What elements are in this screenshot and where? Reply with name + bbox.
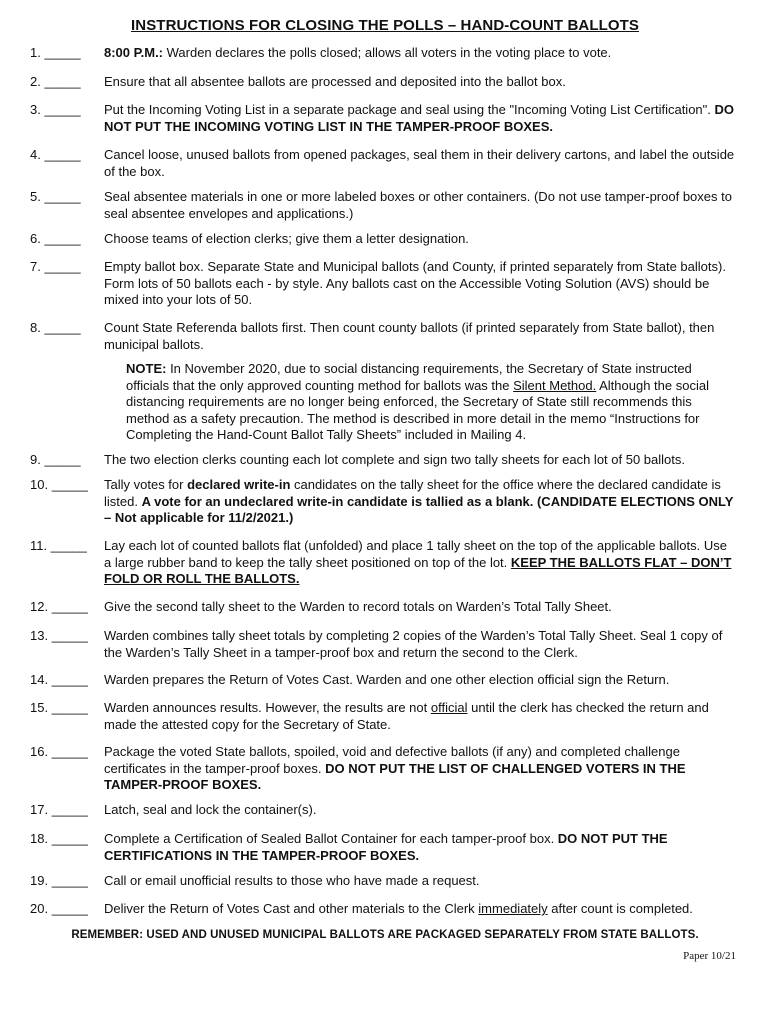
item-number: 17. _____ (30, 802, 88, 817)
instruction-item-16 (30, 744, 735, 794)
item-number: 18. _____ (30, 831, 88, 846)
item-text: Cancel loose, unused ballots from opened packages, seal them in their delivery cartons, and label the outside of the box. (104, 147, 735, 179)
instruction-item-13 (30, 628, 735, 661)
instruction-item-6 (30, 231, 735, 248)
item-number: 1. _____ (30, 45, 81, 60)
instruction-item-11 (30, 538, 735, 588)
instruction-item-1 (30, 45, 735, 62)
footer-version: Paper 10/21 (683, 950, 736, 962)
item-text: Complete a Certification of Sealed Ballot Container for each tamper-proof box. DO NOT PUT THE CERTIFICATIONS IN THE TAMPER-PROOF BOXES. (104, 831, 668, 863)
item-number: 2. _____ (30, 74, 81, 89)
instruction-item-18 (30, 831, 735, 864)
remember-notice: REMEMBER: USED AND UNUSED MUNICIPAL BALLOTS ARE PACKAGED SEPARATELY FROM STATE BALLOTS. (71, 929, 699, 941)
item-text: 8:00 P.M.: Warden declares the polls closed; allows all voters in the voting place to vote. (104, 45, 612, 60)
instruction-item-2 (30, 74, 735, 91)
instruction-item-20 (30, 901, 735, 918)
item-number: 19. _____ (30, 873, 88, 888)
item-number: 7. _____ (30, 259, 81, 274)
item-number: 20. _____ (30, 901, 88, 916)
item-number: 10. _____ (30, 477, 88, 492)
item-text: The two election clerks counting each lot complete and sign two tally sheets for each lot of 50 ballots. (104, 452, 685, 467)
item-text: Count State Referenda ballots first. Then count county ballots (if printed separately from State ballot), then municipal ballots. (104, 320, 715, 352)
item-text: Latch, seal and lock the container(s). (104, 802, 317, 817)
item-text: Give the second tally sheet to the Warden to record totals on Warden’s Total Tally Sheet. (104, 599, 612, 614)
item-text: Seal absentee materials in one or more labeled boxes or other containers. (Do not use tamper-proof boxes to seal absentee envelopes and applications.) (104, 189, 732, 221)
item-text: Warden announces results. However, the results are not official until the clerk has checked the return and made the attested copy for the Secretary of State. (104, 700, 709, 732)
item-text: Package the voted State ballots, spoiled, void and defective ballots (if any) and completed challenge certificates in the tamper-proof boxes. DO NOT PUT THE LIST OF CHALLENGED VOTERS IN THE TAMPER-PROOF BOXES. (104, 744, 686, 792)
instruction-item-5 (30, 189, 735, 222)
item-text: Choose teams of election clerks; give them a letter designation. (104, 231, 469, 246)
item-text: Ensure that all absentee ballots are processed and deposited into the ballot box. (104, 74, 566, 89)
note-paragraph: NOTE: In November 2020, due to social distancing requirements, the Secretary of State instructed officials that the only approved counting method for ballots was the Silent Method. Although the social distancing requirements are no longer being enforced, the Secretary of State still recommends this method as a safety precaution. The method is described in more detail in the memo “Instructions for Completing the Hand-Count Ballot Tally Sheets” included in Mailing 4. (126, 361, 709, 442)
item-number: 12. _____ (30, 599, 88, 614)
item-text: Empty ballot box. Separate State and Municipal ballots (and County, if printed separately from State ballots). Form lots of 50 ballots each - by style. Any ballots cast on the Accessible Voting Solution (AVS) should be mixed into your lots of 50. (104, 259, 726, 307)
item-number: 11. _____ (30, 538, 87, 553)
instruction-item-9 (30, 452, 735, 469)
instruction-item-15 (30, 700, 735, 733)
instruction-item-19 (30, 873, 735, 890)
instruction-item-14 (30, 672, 735, 689)
item-text: Deliver the Return of Votes Cast and other materials to the Clerk immediately after count is completed. (104, 901, 693, 916)
item-text: Warden combines tally sheet totals by completing 2 copies of the Warden’s Total Tally Sheet. Seal 1 copy of the Warden’s Tally Sheet in a tamper-proof box and return the second to the Clerk. (104, 628, 723, 660)
page-title: INSTRUCTIONS FOR CLOSING THE POLLS – HAND-COUNT BALLOTS (131, 17, 639, 34)
item-text: Lay each lot of counted ballots flat (unfolded) and place 1 tally sheet on the top of the applicable ballots. Use a large rubber band to keep the tally sheet positioned on top of the lot. KEEP THE BALLOTS FLAT – DON’T FOLD OR ROLL THE BALLOTS. (104, 538, 732, 586)
instruction-item-3 (30, 102, 735, 135)
item-number: 6. _____ (30, 231, 81, 246)
item-number: 4. _____ (30, 147, 81, 162)
item-text: Tally votes for declared write-in candidates on the tally sheet for the office where the declared candidate is listed. A vote for an undeclared write-in candidate is tallied as a blank. (CANDIDATE ELECTIONS ONLY – Not applicable for 11/2/2021.) (104, 477, 734, 525)
item-text: Put the Incoming Voting List in a separate package and seal using the "Incoming Voting List Certification". DO NOT PUT THE INCOMING VOTING LIST IN THE TAMPER-PROOF BOXES. (104, 102, 734, 134)
item-number: 13. _____ (30, 628, 88, 643)
item-text: Warden prepares the Return of Votes Cast. Warden and one other election official sign the Return. (104, 672, 670, 687)
instruction-item-10 (30, 477, 735, 527)
item-number: 9. _____ (30, 452, 81, 467)
instruction-item-8 (30, 320, 735, 353)
item-number: 3. _____ (30, 102, 81, 117)
item-number: 16. _____ (30, 744, 88, 759)
instruction-item-17 (30, 802, 735, 819)
item-number: 8. _____ (30, 320, 81, 335)
item-number: 15. _____ (30, 700, 88, 715)
note-label: NOTE: (126, 361, 167, 376)
item-number: 5. _____ (30, 189, 81, 204)
item-number: 14. _____ (30, 672, 88, 687)
instruction-item-12 (30, 599, 735, 616)
instruction-item-7 (30, 259, 735, 309)
item-text: Call or email unofficial results to those who have made a request. (104, 873, 480, 888)
instruction-item-4 (30, 147, 735, 180)
